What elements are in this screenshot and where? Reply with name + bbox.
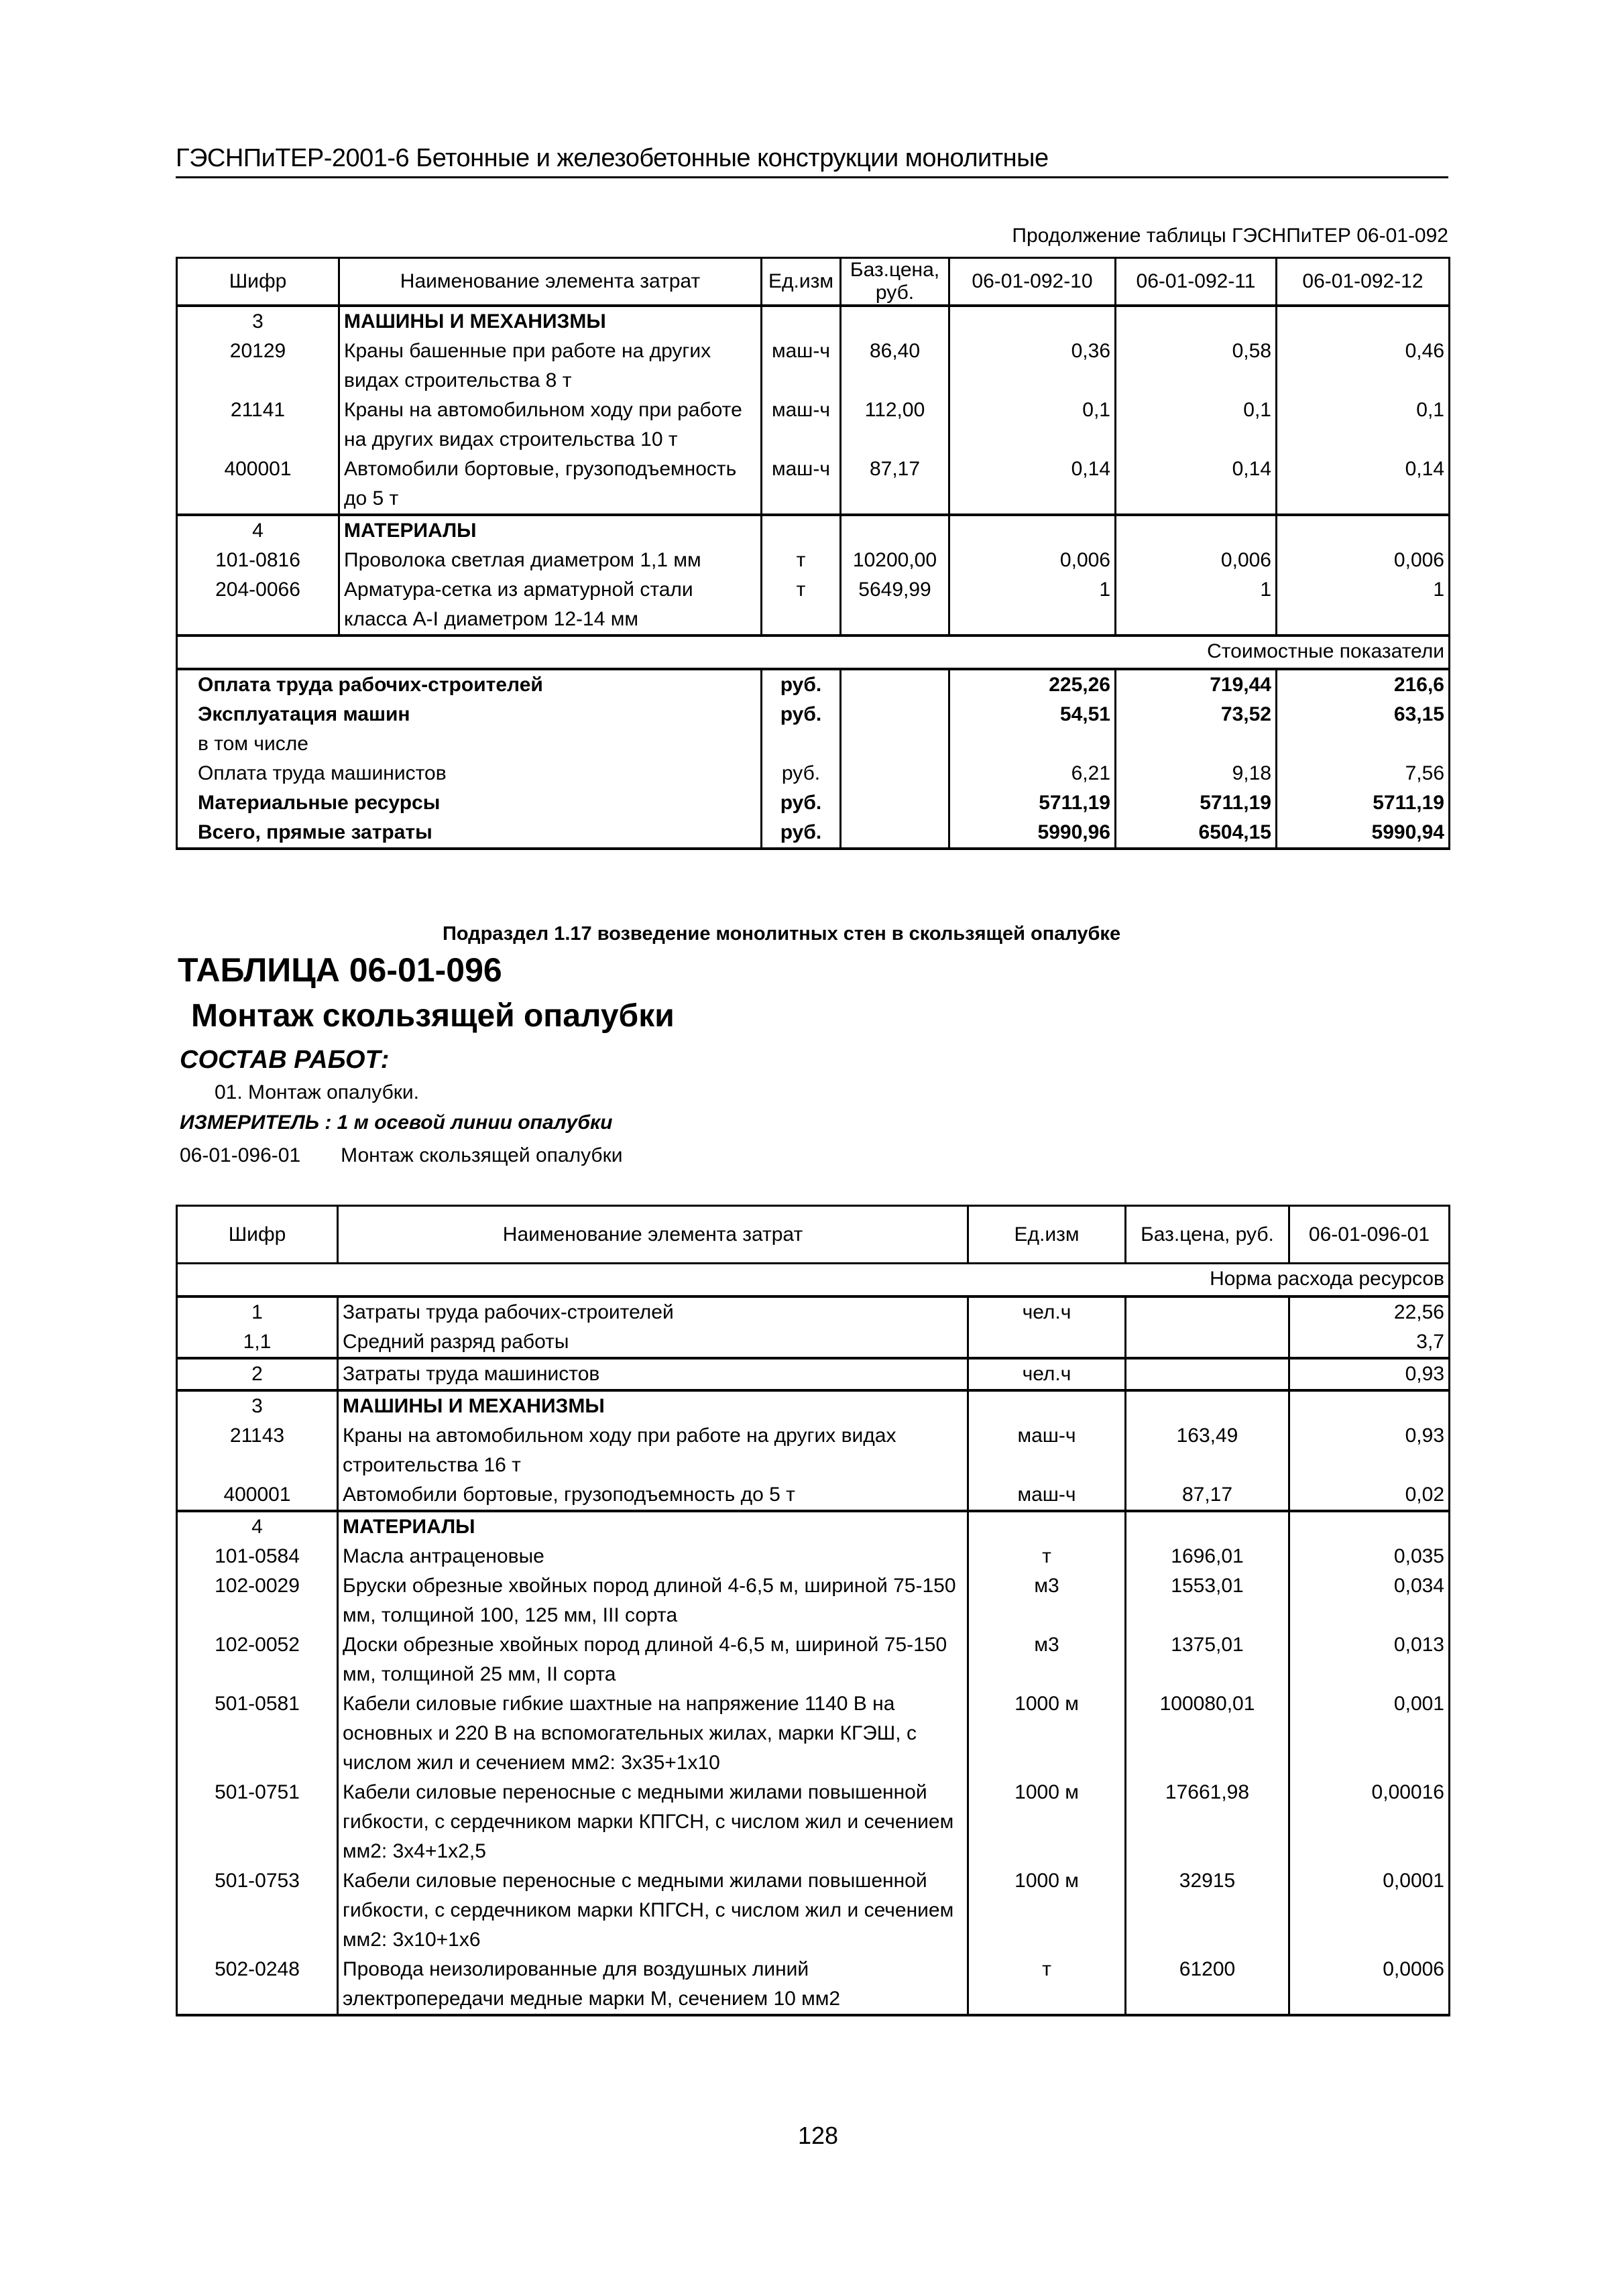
row-name: Провода неизолированные для воздушных линий электропередачи медные марки М, сечением 10 мм2 — [338, 1955, 968, 2015]
row-unit: т — [762, 546, 841, 575]
row-name: Автомобили бортовые, грузоподъемность до 5 т — [338, 1480, 968, 1511]
table-06-01-096 — [176, 1205, 1450, 2016]
running-header: ГЭСНПиТЕР-2001-6 Бетонные и железобетонные конструкции монолитные — [176, 143, 1448, 178]
row-name: Бруски обрезные хвойных пород длиной 4-6,5 м, шириной 75-150 мм, толщиной 100, 125 мм, III сорта — [338, 1571, 968, 1630]
item-code: 06-01-096-01 — [180, 1144, 301, 1166]
row-value: 0,93 — [1289, 1421, 1450, 1480]
row-price: 61200 — [1126, 1955, 1289, 2015]
row-value: 0,001 — [1289, 1689, 1450, 1778]
table-row — [177, 396, 1450, 455]
row-unit: т — [968, 1542, 1126, 1571]
cost-value-12: 7,56 — [1277, 759, 1450, 788]
table-row — [177, 1955, 1450, 2015]
group-title: МАТЕРИАЛЫ — [339, 515, 762, 546]
row-value-10: 1 — [949, 575, 1116, 636]
cost-value-10: 6,21 — [949, 759, 1116, 788]
row-value: 0,0001 — [1289, 1866, 1450, 1955]
item-code-line — [180, 1144, 622, 1167]
table-row — [177, 1689, 1450, 1778]
row-value: 0,93 — [1289, 1358, 1450, 1390]
cost-value-10: 5711,19 — [949, 788, 1116, 818]
row-code: 1,1 — [177, 1327, 338, 1358]
row-name: Краны на автомобильном ходу при работе на других видах строительства 16 т — [338, 1421, 968, 1480]
row-value-10: 0,14 — [949, 455, 1116, 515]
row-value: 0,035 — [1289, 1542, 1450, 1571]
row-name: Средний разряд работы — [338, 1327, 968, 1358]
row-value: 0,02 — [1289, 1480, 1450, 1511]
row-code: 101-0816 — [177, 546, 339, 575]
row-unit: т — [968, 1955, 1126, 2015]
group-row-machines — [177, 1390, 1450, 1421]
row-unit: маш-ч — [762, 455, 841, 515]
work-composition-label: СОСТАВ РАБОТ: — [180, 1046, 390, 1074]
row-price: 112,00 — [841, 396, 949, 455]
row-value-10: 0,36 — [949, 337, 1116, 396]
cost-value-11: 73,52 — [1116, 700, 1277, 729]
table-row — [177, 337, 1450, 396]
group-title: МАТЕРИАЛЫ — [338, 1511, 968, 1542]
cost-unit: руб. — [762, 818, 841, 849]
col-header-price: Баз.цена, руб. — [1126, 1206, 1289, 1264]
table-row — [177, 546, 1450, 575]
table-row — [177, 575, 1450, 636]
row-value-12: 0,46 — [1277, 337, 1450, 396]
group-title: МАШИНЫ И МЕХАНИЗМЫ — [339, 306, 762, 337]
row-value-12: 1 — [1277, 575, 1450, 636]
cost-row — [177, 729, 1450, 759]
row-name: Краны башенные при работе на других видах строительства 8 т — [339, 337, 762, 396]
row-name: Доски обрезные хвойных пород длиной 4-6,5 м, шириной 75-150 мм, толщиной 25 мм, II сорта — [338, 1630, 968, 1689]
table-row — [177, 1421, 1450, 1480]
cost-label: Оплата труда рабочих-строителей — [177, 669, 762, 700]
row-code: 400001 — [177, 1480, 338, 1511]
row-price: 87,17 — [1126, 1480, 1289, 1511]
row-name: Кабели силовые переносные с медными жилами повышенной гибкости, с сердечником марки КПГСН, с числом жил и сечением мм2: 3х10+1х6 — [338, 1866, 968, 1955]
table-header-row — [177, 258, 1450, 306]
cost-row — [177, 669, 1450, 700]
col-header-092-11: 06-01-092-11 — [1116, 258, 1277, 306]
row-value-10: 0,006 — [949, 546, 1116, 575]
cost-value-12: 5711,19 — [1277, 788, 1450, 818]
cost-value-12: 5990,94 — [1277, 818, 1450, 849]
table-title: ТАБЛИЦА 06-01-096 — [178, 951, 502, 989]
col-header-code: Шифр — [177, 1206, 338, 1264]
table-row — [177, 1778, 1450, 1866]
col-header-name: Наименование элемента затрат — [338, 1206, 968, 1264]
cost-label: Материальные ресурсы — [177, 788, 762, 818]
cost-row — [177, 788, 1450, 818]
item-code-name: Монтаж скользящей опалубки — [341, 1144, 623, 1166]
measure-unit: ИЗМЕРИТЕЛЬ : 1 м осевой линии опалубки — [180, 1111, 613, 1134]
row-price: 32915 — [1126, 1866, 1289, 1955]
row-unit: т — [762, 575, 841, 636]
row-value-11: 0,1 — [1116, 396, 1277, 455]
cost-value-11: 6504,15 — [1116, 818, 1277, 849]
row-code: 102-0052 — [177, 1630, 338, 1689]
row-name: Проволока светлая диаметром 1,1 мм — [339, 546, 762, 575]
row-unit: 1000 м — [968, 1689, 1126, 1778]
table-row — [177, 1480, 1450, 1511]
subsection-title: Подраздел 1.17 возведение монолитных стен в скользящей опалубке — [443, 923, 1121, 945]
row-price: 87,17 — [841, 455, 949, 515]
row-value-11: 1 — [1116, 575, 1277, 636]
row-value-12: 0,14 — [1277, 455, 1450, 515]
group-row-materials — [177, 515, 1450, 546]
table-continuation-caption: Продолжение таблицы ГЭСНПиТЕР 06-01-092 — [1012, 225, 1448, 247]
row-price: 17661,98 — [1126, 1778, 1289, 1866]
row-name: Затраты труда рабочих-строителей — [338, 1296, 968, 1327]
row-value-12: 0,1 — [1277, 396, 1450, 455]
resource-norm-banner — [177, 1264, 1450, 1297]
cost-value-12: 63,15 — [1277, 700, 1450, 729]
row-price: 163,49 — [1126, 1421, 1289, 1480]
row-price: 5649,99 — [841, 575, 949, 636]
row-value: 0,013 — [1289, 1630, 1450, 1689]
row-value-11: 0,14 — [1116, 455, 1277, 515]
group-code: 4 — [177, 515, 339, 546]
row-unit: маш-ч — [968, 1421, 1126, 1480]
row-code: 501-0751 — [177, 1778, 338, 1866]
row-code: 400001 — [177, 455, 339, 515]
row-value: 0,034 — [1289, 1571, 1450, 1630]
col-header-unit: Ед.изм — [762, 258, 841, 306]
row-code: 102-0029 — [177, 1571, 338, 1630]
row-unit: м3 — [968, 1630, 1126, 1689]
row-value-11: 0,006 — [1116, 546, 1277, 575]
row-code: 21143 — [177, 1421, 338, 1480]
group-code: 3 — [177, 1390, 338, 1421]
row-unit: маш-ч — [968, 1480, 1126, 1511]
row-code: 1 — [177, 1296, 338, 1327]
row-name: Затраты труда машинистов — [338, 1358, 968, 1390]
row-code: 101-0584 — [177, 1542, 338, 1571]
row-unit: 1000 м — [968, 1866, 1126, 1955]
cost-banner-label: Стоимостные показатели — [177, 636, 1450, 669]
row-name: Арматура-сетка из арматурной стали класса А-I диаметром 12-14 мм — [339, 575, 762, 636]
row-price: 10200,00 — [841, 546, 949, 575]
col-header-unit: Ед.изм — [968, 1206, 1126, 1264]
row-name: Масла антраценовые — [338, 1542, 968, 1571]
cost-unit: руб. — [762, 788, 841, 818]
row-code: 2 — [177, 1358, 338, 1390]
table-row — [177, 1571, 1450, 1630]
cost-row — [177, 700, 1450, 729]
row-code: 502-0248 — [177, 1955, 338, 2015]
group-code: 3 — [177, 306, 339, 337]
col-header-096-01: 06-01-096-01 — [1289, 1206, 1450, 1264]
table-header-row — [177, 1206, 1450, 1264]
cost-indicators-banner — [177, 636, 1450, 669]
row-unit: чел.ч — [968, 1296, 1126, 1327]
row-name: Краны на автомобильном ходу при работе на других видах строительства 10 т — [339, 396, 762, 455]
cost-label: Всего, прямые затраты — [177, 818, 762, 849]
table-row — [177, 1542, 1450, 1571]
cost-row — [177, 818, 1450, 849]
cost-value-11: 719,44 — [1116, 669, 1277, 700]
group-title: МАШИНЫ И МЕХАНИЗМЫ — [338, 1390, 968, 1421]
cost-value-10: 225,26 — [949, 669, 1116, 700]
col-header-092-12: 06-01-092-12 — [1277, 258, 1450, 306]
cost-value-11: 9,18 — [1116, 759, 1277, 788]
work-title: Монтаж скользящей опалубки — [191, 998, 675, 1034]
col-header-092-10: 06-01-092-10 — [949, 258, 1116, 306]
row-name: Кабели силовые гибкие шахтные на напряжение 1140 В на основных и 220 В на вспомогательных жилах, марки КГЭШ, с числом жил и сечением мм2: 3х35+1х10 — [338, 1689, 968, 1778]
work-item: 01. Монтаж опалубки. — [215, 1081, 419, 1103]
cost-unit: руб. — [762, 700, 841, 729]
row-unit: 1000 м — [968, 1778, 1126, 1866]
row-name: Автомобили бортовые, грузоподъемность до 5 т — [339, 455, 762, 515]
row-name: Кабели силовые переносные с медными жилами повышенной гибкости, с сердечником марки КПГСН, с числом жил и сечением мм2: 3х4+1х2,5 — [338, 1778, 968, 1866]
table-row — [177, 1630, 1450, 1689]
cost-unit — [762, 729, 841, 759]
row-code: 21141 — [177, 396, 339, 455]
row-value-12: 0,006 — [1277, 546, 1450, 575]
row-price — [1126, 1327, 1289, 1358]
page-number: 128 — [798, 2122, 839, 2149]
row-value: 22,56 — [1289, 1296, 1450, 1327]
row-unit: маш-ч — [762, 396, 841, 455]
cost-label: Эксплуатация машин — [177, 700, 762, 729]
table-row — [177, 1866, 1450, 1955]
row-code: 501-0581 — [177, 1689, 338, 1778]
row-price — [1126, 1358, 1289, 1390]
row-code: 204-0066 — [177, 575, 339, 636]
row-unit — [968, 1327, 1126, 1358]
cost-value-11: 5711,19 — [1116, 788, 1277, 818]
row-price: 1553,01 — [1126, 1571, 1289, 1630]
row-value: 0,00016 — [1289, 1778, 1450, 1866]
group-row-machines — [177, 306, 1450, 337]
row-code: 20129 — [177, 337, 339, 396]
row-unit: маш-ч — [762, 337, 841, 396]
cost-value-10: 5990,96 — [949, 818, 1116, 849]
col-header-price: Баз.цена, руб. — [841, 258, 949, 306]
cost-row — [177, 759, 1450, 788]
cost-unit: руб. — [762, 669, 841, 700]
row-price: 100080,01 — [1126, 1689, 1289, 1778]
col-header-code: Шифр — [177, 258, 339, 306]
group-row-materials — [177, 1511, 1450, 1542]
row-unit: м3 — [968, 1571, 1126, 1630]
cost-label: в том числе — [177, 729, 762, 759]
cost-value-10: 54,51 — [949, 700, 1116, 729]
cost-value-12: 216,6 — [1277, 669, 1450, 700]
row-code: 501-0753 — [177, 1866, 338, 1955]
table-row — [177, 1296, 1450, 1327]
table-row — [177, 455, 1450, 515]
row-value: 0,0006 — [1289, 1955, 1450, 2015]
row-price: 86,40 — [841, 337, 949, 396]
row-value-10: 0,1 — [949, 396, 1116, 455]
norm-banner-label: Норма расхода ресурсов — [177, 1264, 1450, 1297]
row-price — [1126, 1296, 1289, 1327]
cost-unit: руб. — [762, 759, 841, 788]
col-header-name: Наименование элемента затрат — [339, 258, 762, 306]
row-value-11: 0,58 — [1116, 337, 1277, 396]
row-price: 1696,01 — [1126, 1542, 1289, 1571]
table-06-01-092 — [176, 257, 1450, 850]
row-value: 3,7 — [1289, 1327, 1450, 1358]
row-unit: чел.ч — [968, 1358, 1126, 1390]
row-price: 1375,01 — [1126, 1630, 1289, 1689]
cost-label: Оплата труда машинистов — [177, 759, 762, 788]
group-code: 4 — [177, 1511, 338, 1542]
table-row — [177, 1358, 1450, 1390]
table-row — [177, 1327, 1450, 1358]
